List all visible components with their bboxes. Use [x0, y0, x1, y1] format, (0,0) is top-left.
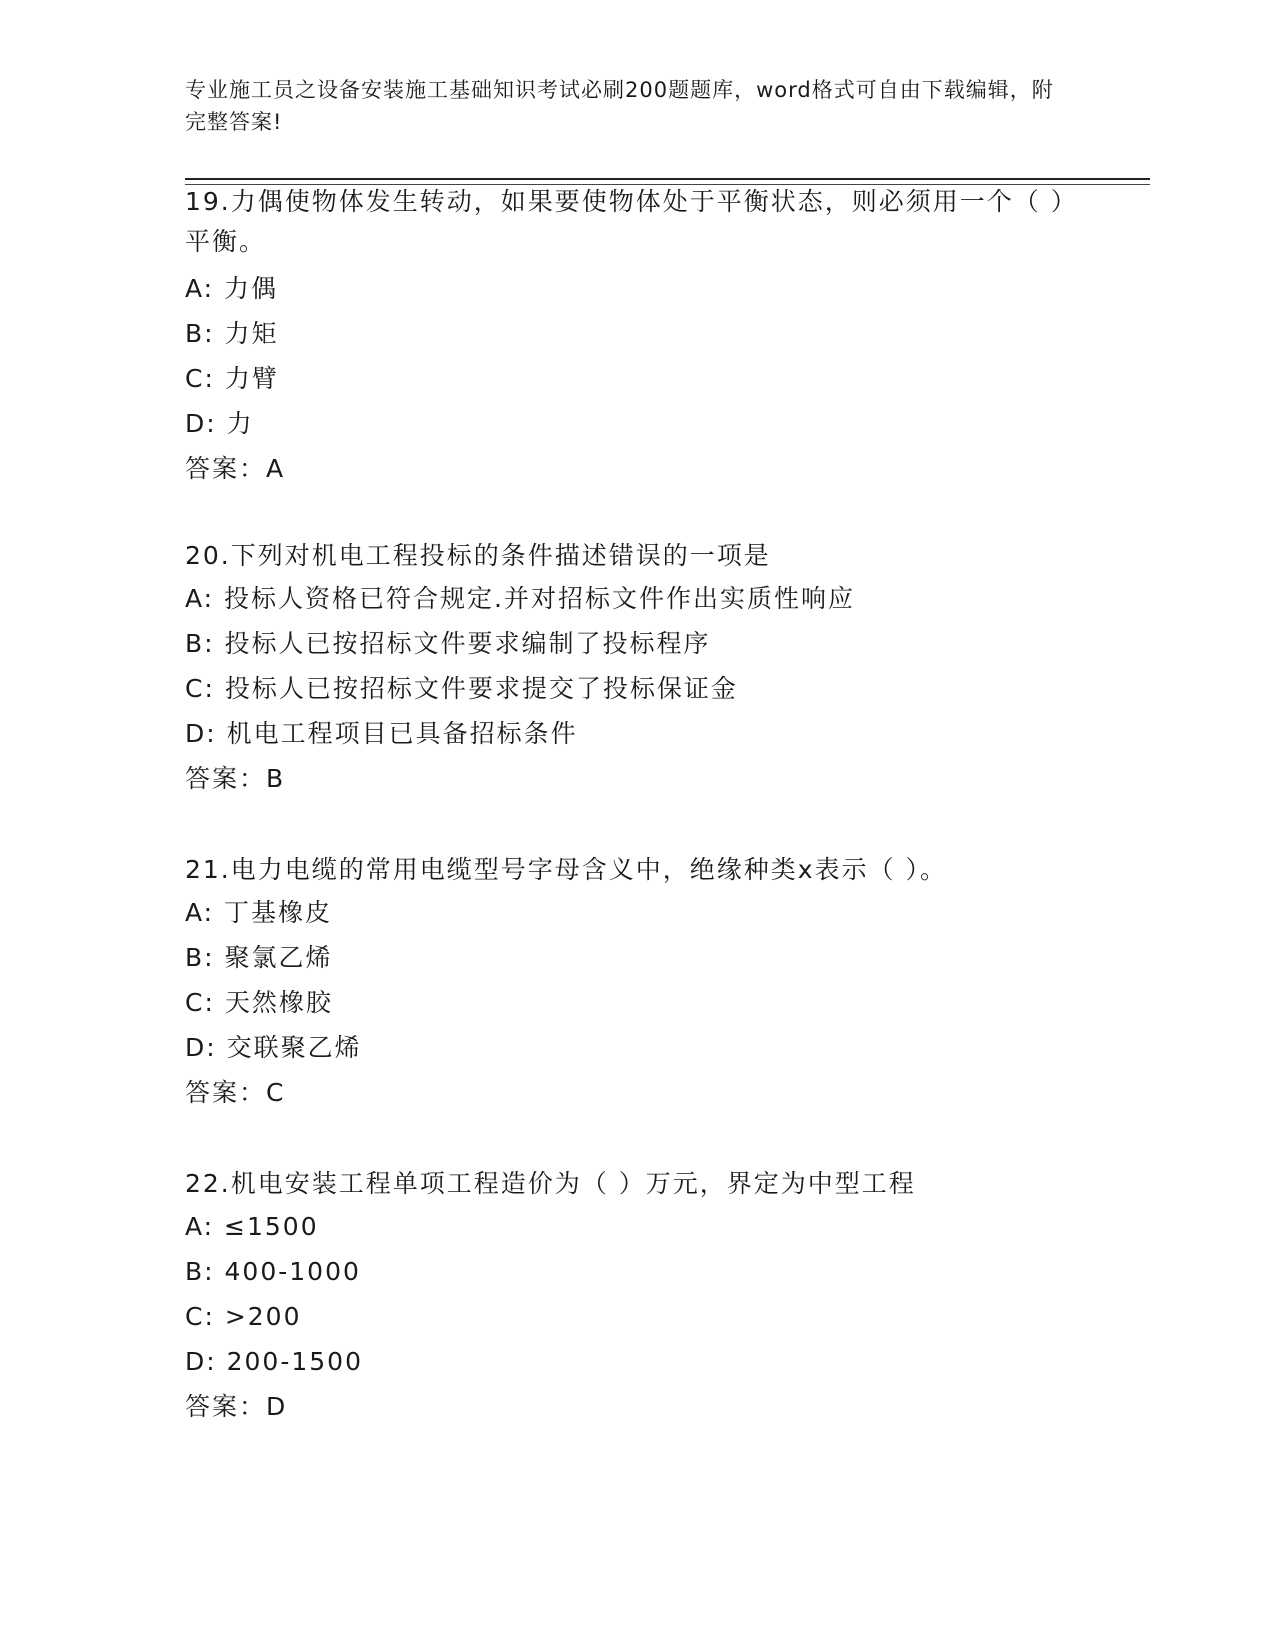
answer-value: A: [266, 454, 285, 483]
answer-value: C: [266, 1078, 285, 1107]
header-divider-thick: [185, 178, 1150, 180]
answer-label: 答案：: [185, 764, 267, 793]
option-c: C: 天然橡胶: [185, 988, 333, 1017]
option-d: D: 200-1500: [185, 1347, 363, 1376]
question-text: 20.下列对机电工程投标的条件描述错误的一项是: [185, 541, 771, 570]
question-20: [185, 536, 1085, 801]
answer-label: 答案：: [185, 1392, 267, 1421]
answer-line: [185, 1070, 1085, 1115]
option-b: B: 400-1000: [185, 1257, 361, 1286]
option-a: A: 丁基橡皮: [185, 898, 333, 927]
option-b: B: 聚氯乙烯: [185, 943, 333, 972]
option-d: D: 交联聚乙烯: [185, 1033, 362, 1062]
option-c: C: >200: [185, 1302, 302, 1331]
answer-line: [185, 446, 1085, 491]
document-header-title: 专业施工员之设备安装施工基础知识考试必刷200题题库，word格式可自由下载编辑，附完整答案!: [185, 78, 1054, 134]
option-d: D: 力: [185, 409, 254, 438]
option-c: C: 投标人已按招标文件要求提交了投标保证金: [185, 674, 738, 703]
option-b: B: 投标人已按招标文件要求编制了投标程序: [185, 629, 711, 658]
answer-value: B: [266, 764, 285, 793]
answer-label: 答案：: [185, 1078, 267, 1107]
option-b: B: 力矩: [185, 319, 279, 348]
question-19: [185, 182, 1085, 491]
answer-label: 答案：: [185, 454, 267, 483]
answer-line: [185, 1384, 1085, 1429]
question-21: [185, 850, 1085, 1115]
question-text: 21.电力电缆的常用电缆型号字母含义中，绝缘种类x表示（ ）。: [185, 855, 948, 884]
answer-value: D: [266, 1392, 287, 1421]
answer-line: [185, 756, 1085, 801]
question-text: 22.机电安装工程单项工程造价为（ ）万元，界定为中型工程: [185, 1169, 916, 1198]
option-a: A: ≤1500: [185, 1212, 319, 1241]
option-c: C: 力臂: [185, 364, 279, 393]
option-a: A: 投标人资格已符合规定.并对招标文件作出实质性响应: [185, 584, 855, 613]
question-text: 19.力偶使物体发生转动，如果要使物体处于平衡状态，则必须用一个（ ）平衡。: [185, 187, 1078, 256]
option-d: D: 机电工程项目已具备招标条件: [185, 719, 578, 748]
option-a: A: 力偶: [185, 274, 279, 303]
question-22: [185, 1164, 1085, 1429]
